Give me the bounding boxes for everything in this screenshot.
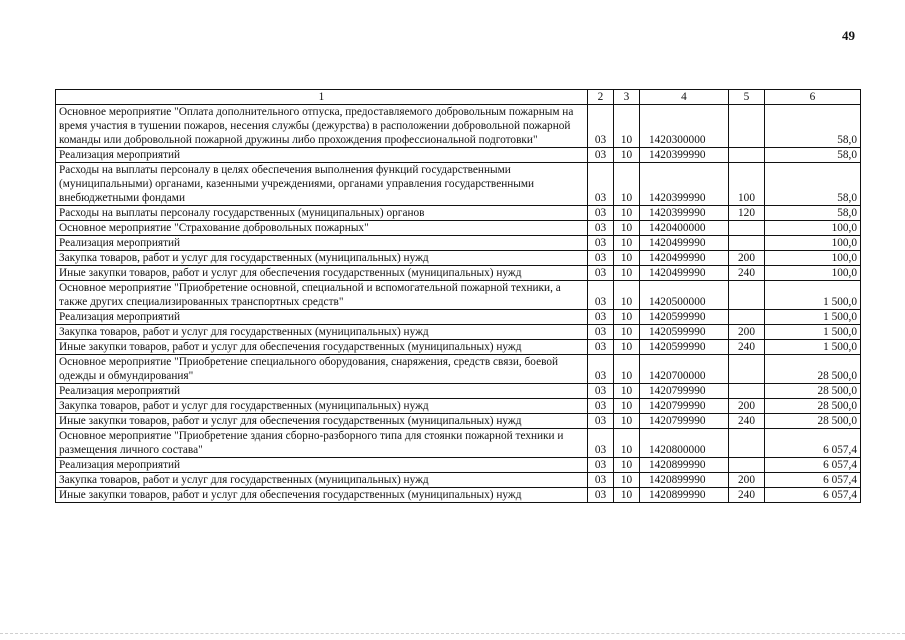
amount-cell: 6 057,4: [765, 488, 861, 503]
row-name-cell: Основное мероприятие "Страхование добровольных пожарных": [56, 221, 588, 236]
header-cell-5: 5: [729, 90, 765, 105]
table-row: [56, 206, 861, 221]
amount-cell: 100,0: [765, 251, 861, 266]
amount-cell: 28 500,0: [765, 355, 861, 384]
subsection-code-cell: 10: [614, 340, 640, 355]
section-code-cell: 03: [588, 325, 614, 340]
target-article-cell: 1420599990: [640, 325, 729, 340]
budget-table: [55, 89, 861, 503]
subsection-code-cell: 10: [614, 429, 640, 458]
section-code-cell: 03: [588, 251, 614, 266]
table-row: [56, 266, 861, 281]
subsection-code-cell: 10: [614, 105, 640, 148]
table-row: [56, 310, 861, 325]
row-name-cell: Закупка товаров, работ и услуг для государственных (муниципальных) нужд: [56, 251, 588, 266]
scan-edge: [0, 632, 905, 634]
expense-type-cell: [729, 458, 765, 473]
expense-type-cell: 240: [729, 488, 765, 503]
row-name-cell: Реализация мероприятий: [56, 458, 588, 473]
section-code-cell: 03: [588, 355, 614, 384]
section-code-cell: 03: [588, 399, 614, 414]
target-article-cell: 1420899990: [640, 473, 729, 488]
table-row: [56, 355, 861, 384]
subsection-code-cell: 10: [614, 266, 640, 281]
target-article-cell: 1420599990: [640, 310, 729, 325]
table-row: [56, 148, 861, 163]
expense-type-cell: [729, 281, 765, 310]
table-row: [56, 384, 861, 399]
table-row: [56, 281, 861, 310]
expense-type-cell: [729, 355, 765, 384]
table-row: [56, 325, 861, 340]
amount-cell: 1 500,0: [765, 281, 861, 310]
subsection-code-cell: 10: [614, 458, 640, 473]
table-row: [56, 414, 861, 429]
amount-cell: 6 057,4: [765, 429, 861, 458]
section-code-cell: 03: [588, 458, 614, 473]
section-code-cell: 03: [588, 340, 614, 355]
table-row: [56, 221, 861, 236]
subsection-code-cell: 10: [614, 310, 640, 325]
row-name-cell: Иные закупки товаров, работ и услуг для обеспечения государственных (муниципальных) нужд: [56, 266, 588, 281]
amount-cell: 100,0: [765, 221, 861, 236]
header-cell-4: 4: [640, 90, 729, 105]
expense-type-cell: [729, 429, 765, 458]
expense-type-cell: 200: [729, 399, 765, 414]
row-name-cell: Реализация мероприятий: [56, 310, 588, 325]
section-code-cell: 03: [588, 163, 614, 206]
table-row: [56, 105, 861, 148]
expense-type-cell: 120: [729, 206, 765, 221]
row-name-cell: Расходы на выплаты персоналу государственных (муниципальных) органов: [56, 206, 588, 221]
section-code-cell: 03: [588, 148, 614, 163]
row-name-cell: Реализация мероприятий: [56, 236, 588, 251]
amount-cell: 28 500,0: [765, 414, 861, 429]
subsection-code-cell: 10: [614, 399, 640, 414]
amount-cell: 28 500,0: [765, 384, 861, 399]
target-article-cell: 1420300000: [640, 105, 729, 148]
section-code-cell: 03: [588, 473, 614, 488]
table-row: [56, 340, 861, 355]
amount-cell: 28 500,0: [765, 399, 861, 414]
target-article-cell: 1420399990: [640, 148, 729, 163]
amount-cell: 1 500,0: [765, 310, 861, 325]
table-row: [56, 458, 861, 473]
subsection-code-cell: 10: [614, 414, 640, 429]
row-name-cell: Основное мероприятие "Оплата дополнительного отпуска, предоставляемого добровольным пожарным на время участия в тушении пожаров, несения службы (дежурства) в расположении добровольной пожарной команды или добровольной пожарной дружины либо прохождения профессиональной подготовки": [56, 105, 588, 148]
table-row: [56, 251, 861, 266]
row-name-cell: Иные закупки товаров, работ и услуг для обеспечения государственных (муниципальных) нужд: [56, 488, 588, 503]
subsection-code-cell: 10: [614, 488, 640, 503]
subsection-code-cell: 10: [614, 473, 640, 488]
expense-type-cell: 200: [729, 251, 765, 266]
target-article-cell: 1420399990: [640, 206, 729, 221]
table-row: [56, 473, 861, 488]
target-article-cell: 1420500000: [640, 281, 729, 310]
expense-type-cell: 240: [729, 340, 765, 355]
row-name-cell: Расходы на выплаты персоналу в целях обеспечения выполнения функций государственными (муниципальными) органами, казенными учреждениями, органами управления государственными внебюджетными фондами: [56, 163, 588, 206]
expense-type-cell: 240: [729, 266, 765, 281]
target-article-cell: 1420399990: [640, 163, 729, 206]
target-article-cell: 1420499990: [640, 251, 729, 266]
target-article-cell: 1420899990: [640, 488, 729, 503]
amount-cell: 1 500,0: [765, 340, 861, 355]
subsection-code-cell: 10: [614, 236, 640, 251]
target-article-cell: 1420799990: [640, 399, 729, 414]
section-code-cell: 03: [588, 414, 614, 429]
subsection-code-cell: 10: [614, 355, 640, 384]
expense-type-cell: 100: [729, 163, 765, 206]
header-cell-3: 3: [614, 90, 640, 105]
amount-cell: 6 057,4: [765, 458, 861, 473]
amount-cell: 58,0: [765, 105, 861, 148]
section-code-cell: 03: [588, 236, 614, 251]
section-code-cell: 03: [588, 266, 614, 281]
subsection-code-cell: 10: [614, 221, 640, 236]
row-name-cell: Основное мероприятие "Приобретение здания сборно-разборного типа для стоянки пожарной техники и размещения личного состава": [56, 429, 588, 458]
subsection-code-cell: 10: [614, 384, 640, 399]
target-article-cell: 1420599990: [640, 340, 729, 355]
amount-cell: 100,0: [765, 236, 861, 251]
table-row: [56, 163, 861, 206]
row-name-cell: Иные закупки товаров, работ и услуг для обеспечения государственных (муниципальных) нужд: [56, 414, 588, 429]
amount-cell: 6 057,4: [765, 473, 861, 488]
target-article-cell: 1420899990: [640, 458, 729, 473]
section-code-cell: 03: [588, 384, 614, 399]
expense-type-cell: [729, 105, 765, 148]
target-article-cell: 1420499990: [640, 236, 729, 251]
row-name-cell: Закупка товаров, работ и услуг для государственных (муниципальных) нужд: [56, 399, 588, 414]
section-code-cell: 03: [588, 221, 614, 236]
target-article-cell: 1420799990: [640, 414, 729, 429]
section-code-cell: 03: [588, 105, 614, 148]
section-code-cell: 03: [588, 281, 614, 310]
row-name-cell: Закупка товаров, работ и услуг для государственных (муниципальных) нужд: [56, 473, 588, 488]
row-name-cell: Основное мероприятие "Приобретение специального оборудования, снаряжения, средств связи, боевой одежды и обмундирования": [56, 355, 588, 384]
subsection-code-cell: 10: [614, 281, 640, 310]
page-number: 49: [842, 28, 855, 43]
target-article-cell: 1420799990: [640, 384, 729, 399]
table-header-row: [56, 90, 861, 105]
row-name-cell: Основное мероприятие "Приобретение основной, специальной и вспомогательной пожарной техники, а также других специализированных транспортных средств": [56, 281, 588, 310]
header-cell-1: 1: [56, 90, 588, 105]
expense-type-cell: 200: [729, 325, 765, 340]
table-row: [56, 488, 861, 503]
target-article-cell: 1420499990: [640, 266, 729, 281]
subsection-code-cell: 10: [614, 148, 640, 163]
target-article-cell: 1420400000: [640, 221, 729, 236]
expense-type-cell: [729, 236, 765, 251]
table-row: [56, 399, 861, 414]
row-name-cell: Реализация мероприятий: [56, 384, 588, 399]
row-name-cell: Реализация мероприятий: [56, 148, 588, 163]
amount-cell: 1 500,0: [765, 325, 861, 340]
subsection-code-cell: 10: [614, 325, 640, 340]
section-code-cell: 03: [588, 206, 614, 221]
amount-cell: 58,0: [765, 148, 861, 163]
table-row: [56, 236, 861, 251]
subsection-code-cell: 10: [614, 163, 640, 206]
section-code-cell: 03: [588, 310, 614, 325]
expense-type-cell: 240: [729, 414, 765, 429]
section-code-cell: 03: [588, 488, 614, 503]
amount-cell: 58,0: [765, 206, 861, 221]
amount-cell: 100,0: [765, 266, 861, 281]
expense-type-cell: [729, 310, 765, 325]
expense-type-cell: [729, 384, 765, 399]
header-cell-2: 2: [588, 90, 614, 105]
target-article-cell: 1420700000: [640, 355, 729, 384]
section-code-cell: 03: [588, 429, 614, 458]
row-name-cell: Иные закупки товаров, работ и услуг для обеспечения государственных (муниципальных) нужд: [56, 340, 588, 355]
row-name-cell: Закупка товаров, работ и услуг для государственных (муниципальных) нужд: [56, 325, 588, 340]
amount-cell: 58,0: [765, 163, 861, 206]
expense-type-cell: [729, 221, 765, 236]
expense-type-cell: [729, 148, 765, 163]
table-row: [56, 429, 861, 458]
subsection-code-cell: 10: [614, 251, 640, 266]
header-cell-6: 6: [765, 90, 861, 105]
expense-type-cell: 200: [729, 473, 765, 488]
target-article-cell: 1420800000: [640, 429, 729, 458]
subsection-code-cell: 10: [614, 206, 640, 221]
